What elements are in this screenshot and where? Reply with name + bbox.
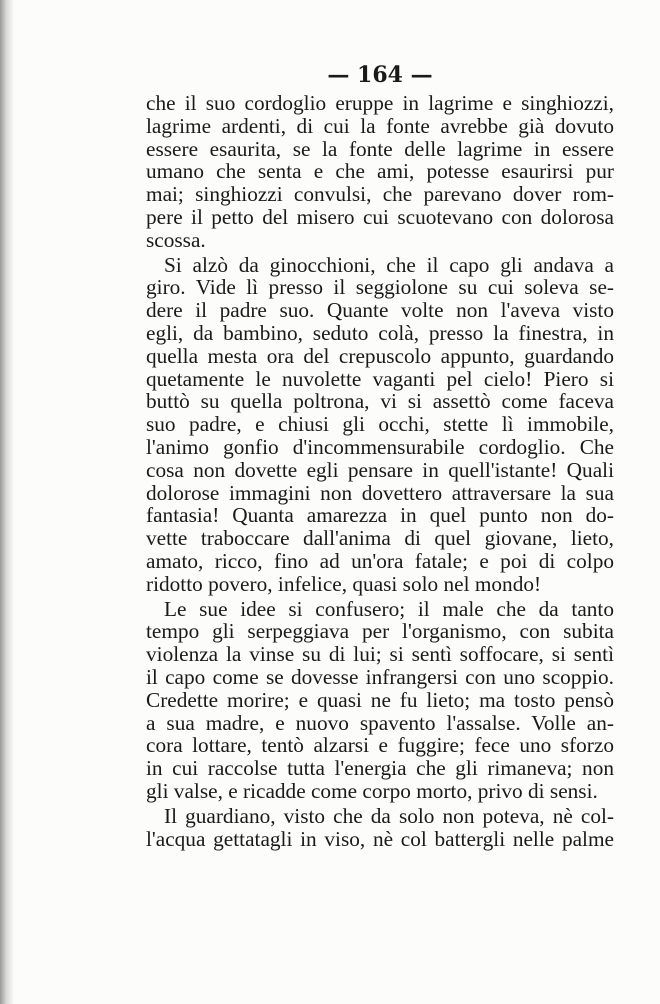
text-line: dere il padre suo. Quante volte non l'aveva visto <box>146 298 614 323</box>
text-line: l'acqua gettatagli in viso, nè col battergli nelle palme <box>146 826 614 851</box>
text-line: Le sue idee si confusero; il male che da tanto <box>164 596 614 621</box>
text-line: Il guardiano, visto che da solo non poteva, nè col- <box>164 803 614 828</box>
text-line: in cui raccolse tutta l'energia che gli rimaneva; non <box>146 756 614 781</box>
text-line: Si alzò da ginocchioni, che il capo gli andava a <box>164 252 614 277</box>
text-line: dolorose immagini non dovettero attraversare la sua <box>146 480 614 505</box>
text-line: gli valse, e ricadde come corpo morto, privo di sensi. <box>146 778 598 803</box>
text-line: quetamente le nuvolette vaganti pel cielo! Piero si <box>146 366 614 391</box>
text-line: fantasia! Quanta amarezza in quel punto non do- <box>146 503 614 528</box>
text-line: l'animo gonfio d'incommensurabile cordoglio. Che <box>146 434 614 459</box>
paragraph <box>146 598 614 803</box>
page-number: — 164 — <box>327 62 433 88</box>
text-line: umano che senta e che ami, potesse esaurirsi pur <box>146 159 614 184</box>
text-line: quella mesta ora del crepuscolo appunto, guardando <box>146 343 614 368</box>
text-line: il capo come se dovesse infrangersi con uno scoppio. <box>146 664 614 689</box>
text-line: pere il petto del misero cui scuotevano con dolorosa <box>146 204 614 229</box>
text-line: amato, ricco, fino ad un'ora fatale; e poi di colpo <box>146 548 614 573</box>
binding-shadow <box>0 0 14 1004</box>
text-line: tempo gli serpeggiava per l'organismo, con subita <box>146 619 614 644</box>
text-line: essere esaurita, se la fonte delle lagrime in essere <box>146 136 614 161</box>
text-line: egli, da bambino, seduto colà, presso la finestra, in <box>146 320 614 345</box>
text-line: vette traboccare dall'anima di quel giovane, lieto, <box>146 526 614 551</box>
text-line: cosa non dovette egli pensare in quell'istante! Quali <box>146 457 614 482</box>
text-line: Credette morire; e quasi ne fu lieto; ma tosto pensò <box>146 687 614 712</box>
paragraph <box>146 92 614 252</box>
paragraph <box>146 254 614 596</box>
text-line: cora lottare, tentò alzarsi e fuggire; fece uno sforzo <box>146 733 614 758</box>
text-line: che il suo cordoglio eruppe in lagrime e singhiozzi, <box>146 91 614 115</box>
text-line: violenza la vinse su di lui; si sentì soffocare, si sentì <box>146 642 614 667</box>
body-text <box>146 92 614 850</box>
paragraph <box>146 805 614 851</box>
text-line: mai; singhiozzi convulsi, che parevano dover rom- <box>146 182 614 207</box>
text-line: suo padre, e chiusi gli occhi, stette lì immobile, <box>146 412 614 437</box>
text-line: a sua madre, e nuovo spavento l'assalse. Volle an- <box>146 710 614 735</box>
text-line: lagrime ardenti, di cui la fonte avrebbe già dovuto <box>146 113 614 138</box>
text-line: ridotto povero, infelice, quasi solo nel mondo! <box>146 571 542 596</box>
text-line: buttò su quella poltrona, vi si assettò come faceva <box>146 389 614 414</box>
text-line: giro. Vide lì presso il seggiolone su cui soleva se- <box>146 275 614 300</box>
text-line: scossa. <box>146 227 206 252</box>
